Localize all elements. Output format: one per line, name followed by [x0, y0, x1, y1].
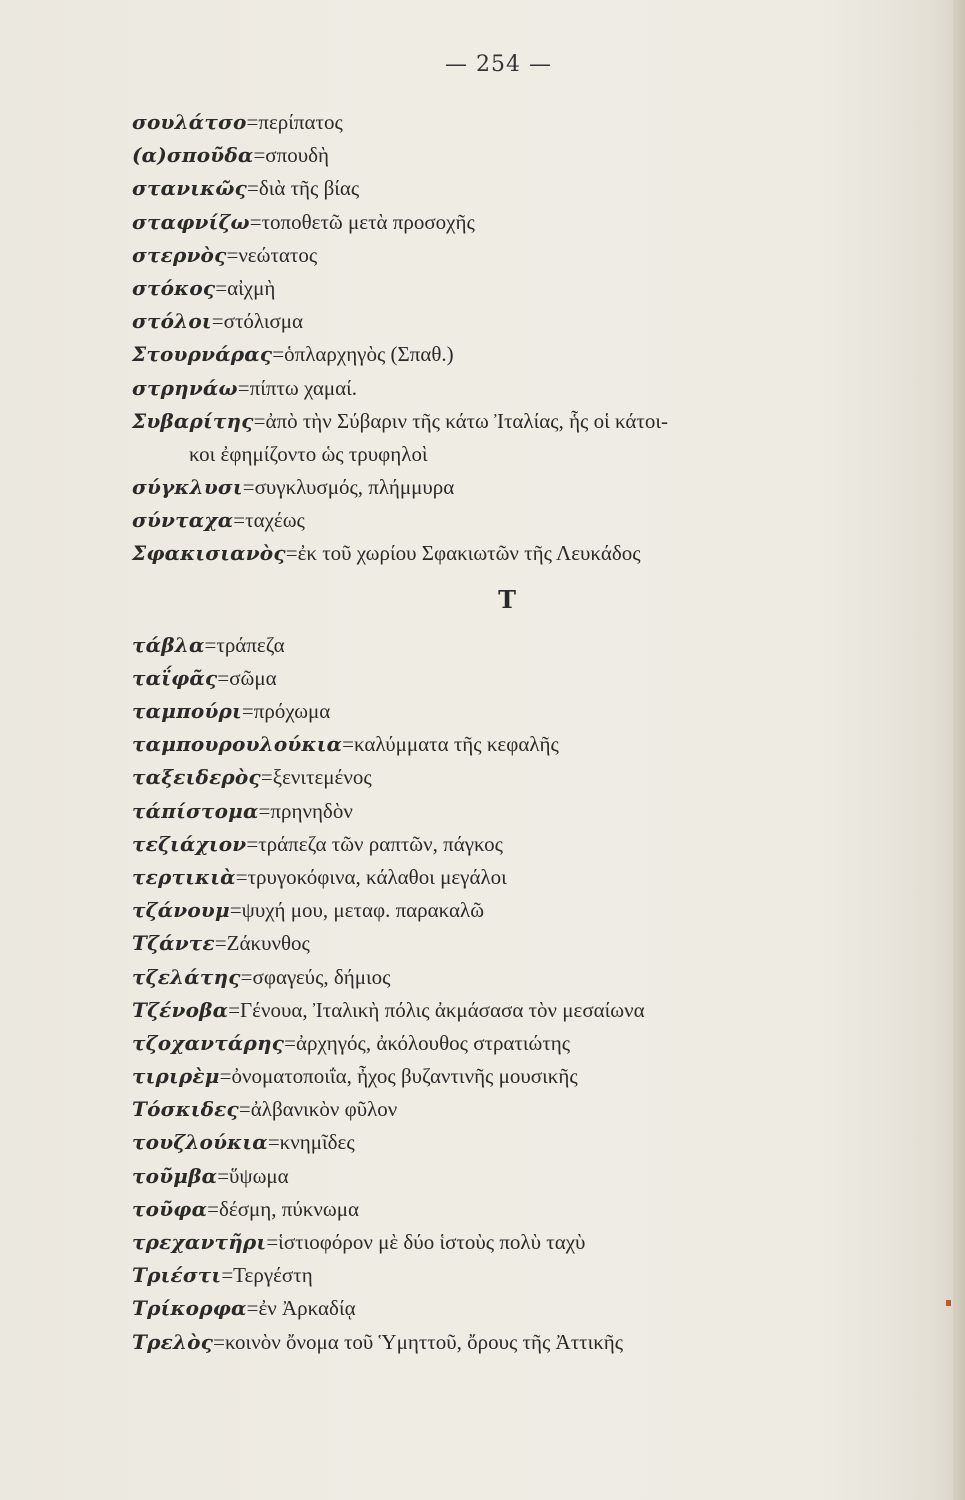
entry-definition: ὀνοματοποιΐα, ἦχος βυζαντινῆς μουσικῆς	[231, 1064, 578, 1089]
glossary-entry	[132, 1060, 912, 1093]
section-letter: Τ	[498, 584, 516, 614]
entry-definition: ἀπὸ τὴν Σύβαριν τῆς κάτω Ἰταλίας, ἧς οἱ κάτοι-	[265, 408, 668, 433]
entry-definition: ξενιτεμένος	[272, 765, 372, 790]
entry-separator: =	[253, 408, 266, 433]
entry-term: στόλοι	[132, 309, 212, 334]
entry-definition: Ζάκυνθος	[226, 931, 310, 956]
page-number: — 254 —	[445, 52, 552, 77]
entry-term: Στουρνάρας	[132, 342, 273, 367]
entry-definition: ταχέως	[245, 508, 305, 533]
entry-term: τουζλούκια	[132, 1130, 268, 1155]
entry-term: τοῦφα	[132, 1196, 208, 1221]
glossary-entry	[132, 1193, 912, 1226]
section-t-entries	[132, 629, 912, 1359]
entry-term: Τζένοβα	[132, 997, 229, 1022]
glossary-entry	[132, 828, 912, 861]
entry-separator: =	[233, 508, 246, 533]
glossary-entry	[132, 795, 912, 828]
glossary-entry	[132, 537, 912, 570]
entry-term: τερτικιὰ	[132, 864, 236, 889]
glossary-entry	[132, 1326, 912, 1359]
entry-term: τζελάτης	[132, 964, 241, 989]
glossary-entry	[132, 662, 912, 695]
entry-term: Τρίκορφα	[132, 1296, 247, 1321]
entry-term: τοῦμβα	[132, 1163, 218, 1188]
entry-term: Σφακισιανὸς	[132, 541, 286, 566]
glossary-entry	[132, 272, 912, 305]
entry-separator: =	[237, 375, 250, 400]
glossary-entry	[132, 139, 912, 172]
glossary-entry	[132, 761, 912, 794]
entry-definition: ἱστιοφόρον μὲ δύο ἱστοὺς πολὺ ταχὺ	[278, 1230, 586, 1254]
glossary-entry	[132, 1126, 912, 1159]
entry-definition: καλύμματα τῆς κεφαλῆς	[354, 732, 559, 757]
glossary-entry	[132, 338, 912, 371]
entry-separator: =	[246, 831, 259, 856]
entry-definition: τρυγοκόφινα, κάλαθοι μεγάλοι	[247, 864, 507, 889]
glossary-entry	[132, 894, 912, 927]
glossary-entry	[132, 405, 912, 438]
entry-separator: =	[204, 632, 217, 657]
entry-term: στόκος	[132, 275, 216, 300]
entry-term: τζάνουμ	[132, 898, 230, 923]
entry-separator: =	[260, 765, 273, 790]
entry-separator: =	[285, 541, 298, 566]
glossary-entry	[132, 471, 912, 504]
glossary-entry	[132, 695, 912, 728]
entry-separator: =	[219, 1064, 232, 1089]
entry-separator: =	[226, 242, 239, 267]
entry-separator: =	[253, 143, 266, 168]
entry-term: Τόσκιδες	[132, 1097, 239, 1122]
entry-separator: =	[342, 732, 355, 757]
page-marker	[946, 1300, 951, 1306]
entry-separator: =	[235, 864, 248, 889]
glossary-entry	[132, 239, 912, 272]
entry-definition: σπουδὴ	[265, 143, 329, 168]
glossary-entry	[132, 1093, 912, 1126]
glossary-entry	[132, 1160, 912, 1193]
entry-definition: πρόχωμα	[253, 699, 331, 723]
entry-separator: =	[207, 1196, 220, 1221]
entry-separator: =	[213, 1329, 225, 1354]
entry-definition: ἐκ τοῦ χωρίου Σφακιωτῶν τῆς Λευκάδος	[297, 541, 641, 566]
entry-separator: =	[211, 309, 224, 334]
entry-term: Τρελὸς	[132, 1329, 214, 1354]
glossary-entry	[132, 927, 912, 960]
entry-definition: δέσμη, πύκνωμα	[219, 1196, 359, 1221]
section-s-entries	[132, 106, 912, 571]
entry-separator: =	[246, 110, 259, 134]
glossary-entry	[132, 1259, 912, 1292]
entry-separator: =	[215, 275, 228, 300]
glossary-entry	[132, 1027, 912, 1060]
entry-definition: νεώτατος	[238, 242, 318, 267]
entry-definition: κοινὸν ὄνομα τοῦ Ὑμηττοῦ, ὄρους τῆς Ἀττικῆς	[224, 1329, 624, 1354]
glossary-entry	[132, 372, 912, 405]
page-edge	[953, 0, 965, 1500]
entry-term: στερνὸς	[132, 242, 227, 267]
entry-definition: Τεργέστη	[233, 1263, 313, 1288]
entry-separator: =	[267, 1130, 280, 1155]
entry-term: σύνταχα	[132, 508, 234, 533]
glossary-entry	[132, 172, 912, 205]
entry-term: ταξειδερὸς	[132, 765, 261, 790]
entry-definition: Γένουα, Ἰταλικὴ πόλις ἀκμάσασα τὸν μεσαίωνα	[240, 997, 645, 1022]
glossary-entry	[132, 1226, 912, 1259]
entry-definition: ψυχή μου, μεταφ. παρακαλῶ	[241, 898, 485, 923]
entry-separator: =	[238, 1097, 251, 1122]
glossary-entry	[132, 305, 912, 338]
entry-term: Τριέστι	[132, 1263, 222, 1288]
entry-term: σταφνίζω	[132, 209, 250, 234]
entry-separator: =	[284, 1030, 296, 1055]
entry-definition-continued: κοι ἐφημίζοντο ὡς τρυφηλοὶ	[189, 441, 428, 466]
entry-separator: =	[214, 931, 227, 956]
entry-term: σύγκλυσι	[132, 475, 243, 500]
entry-separator: =	[241, 699, 254, 723]
entry-definition: τοποθετῶ μετὰ προσοχῆς	[261, 209, 475, 234]
entry-definition: ὁπλαρχηγὸς (Σπαθ.)	[284, 342, 454, 367]
entry-definition: περίπατος	[258, 110, 343, 134]
entry-definition: αἰχμὴ	[227, 275, 276, 300]
glossary-entry	[132, 1292, 912, 1325]
entry-separator: =	[217, 665, 230, 690]
entry-separator: =	[221, 1263, 234, 1288]
entry-definition: ἐν Ἀρκαδίᾳ	[258, 1296, 356, 1321]
entry-term: τεζιάχιον	[132, 831, 247, 856]
entry-term: τάβλα	[132, 632, 205, 657]
entry-term: τιριρὲμ	[132, 1064, 220, 1089]
entry-separator: =	[272, 342, 285, 367]
entry-separator: =	[246, 1296, 259, 1321]
entry-definition: συγκλυσμός, πλήμμυρα	[254, 475, 455, 500]
entry-term: ταμπούρι	[132, 699, 242, 723]
glossary-entry	[132, 861, 912, 894]
glossary-entry	[132, 629, 912, 662]
glossary-entry	[132, 994, 912, 1027]
entry-definition: σφαγεύς, δήμιος	[252, 964, 391, 989]
glossary-entry	[132, 961, 912, 994]
entry-separator: =	[240, 964, 253, 989]
entry-separator: =	[266, 1230, 279, 1254]
entry-term: Τζάντε	[132, 931, 215, 956]
entry-separator: =	[246, 176, 259, 201]
entry-separator: =	[229, 898, 242, 923]
entry-continuation	[132, 438, 912, 471]
entry-term: ταΐφᾶς	[132, 665, 218, 690]
entry-definition: ἀρχηγός, ἀκόλουθος στρατιώτης	[295, 1030, 571, 1055]
entry-definition: διὰ τῆς βίας	[258, 176, 360, 201]
glossary-entry	[132, 206, 912, 239]
glossary-entry	[132, 728, 912, 761]
entry-term: τζοχαντάρης	[132, 1030, 285, 1055]
entry-term: τάπίστομα	[132, 798, 259, 823]
entry-definition: τράπεζα	[216, 632, 285, 657]
entry-definition: στόλισμα	[223, 309, 304, 334]
entry-term: σουλάτσο	[132, 110, 247, 134]
entry-definition: κνημῖδες	[279, 1130, 355, 1155]
entry-term: ταμπουρουλούκια	[132, 732, 343, 757]
entry-term: Συβαρίτης	[132, 408, 254, 433]
entry-definition: ἀλβανικὸν φῦλον	[250, 1097, 398, 1122]
entry-definition: ὕψωμα	[229, 1163, 289, 1188]
entry-separator: =	[228, 997, 241, 1022]
glossary-entry	[132, 106, 912, 139]
entry-definition: πίπτω χαμαί.	[249, 375, 357, 400]
glossary-entry	[132, 504, 912, 537]
entry-term: στανικῶς	[132, 176, 247, 201]
entry-separator: =	[258, 798, 271, 823]
entry-definition: πρηνηδὸν	[270, 798, 353, 823]
entry-term: τρεχαντῆρι	[132, 1230, 267, 1254]
entry-definition: τράπεζα τῶν ραπτῶν, πάγκος	[258, 831, 503, 856]
entry-term: (α)σποῦδα	[132, 143, 254, 168]
entry-definition: σῶμα	[229, 665, 277, 690]
glossary-entries	[132, 106, 912, 1359]
entry-term: στρηνάω	[132, 375, 238, 400]
entry-separator: =	[242, 475, 255, 500]
entry-separator: =	[249, 209, 262, 234]
entry-separator: =	[217, 1163, 230, 1188]
